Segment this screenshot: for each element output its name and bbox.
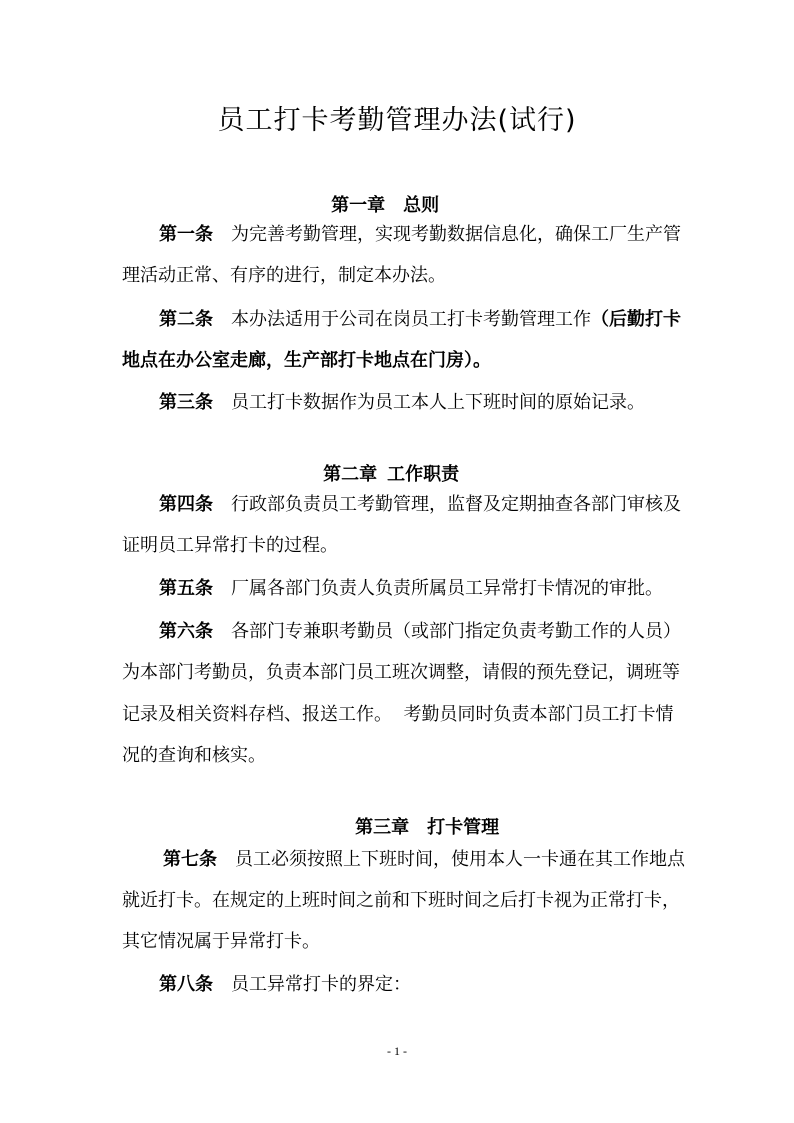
article-4-label: 第四条 bbox=[159, 494, 213, 515]
article-2-text-1: 本办法适用于公司在岗员工打卡考勤管理工作 bbox=[231, 309, 591, 330]
article-1-text-1: 为完善考勤管理，实现考勤数据信息化，确保工厂生产管 bbox=[231, 224, 681, 245]
article-6-line-2: 为本部门考勤员，负责本部门员工班次调整，请假的预先登记，调班等 bbox=[122, 662, 680, 683]
article-6-line-3: 记录及相关资料存档、报送工作。 考勤员同时负责本部门员工打卡情 bbox=[122, 704, 674, 725]
article-8-text-1: 员工异常打卡的界定： bbox=[231, 974, 411, 995]
article-2-text-1-bold: （后勤打卡 bbox=[591, 309, 681, 330]
article-7-text-1: 员工必须按照上下班时间，使用本人一卡通在其工作地点 bbox=[235, 849, 685, 870]
chapter-1-name: 总则 bbox=[403, 195, 440, 216]
article-7-label: 第七条 bbox=[163, 849, 217, 870]
article-3-line-1 bbox=[159, 388, 645, 414]
article-8-label: 第八条 bbox=[159, 974, 213, 995]
chapter-3-number: 第三章 bbox=[355, 817, 410, 838]
article-4-line-1 bbox=[159, 490, 681, 516]
article-1-line-2: 理活动正常、有序的进行，制定本办法。 bbox=[122, 265, 446, 286]
article-2-label: 第二条 bbox=[159, 309, 213, 330]
article-7-line-2: 就近打卡。在规定的上班时间之前和下班时间之后打卡视为正常打卡， bbox=[122, 890, 680, 911]
page-number: - 1 - bbox=[387, 1044, 407, 1058]
article-5-text-1: 厂属各部门负责人负责所属员工异常打卡情况的审批。 bbox=[231, 578, 663, 599]
article-5-label: 第五条 bbox=[159, 578, 213, 599]
article-6-label: 第六条 bbox=[159, 621, 213, 642]
article-6-line-1 bbox=[159, 617, 681, 643]
article-6-text-1: 各部门专兼职考勤员（或部门指定负责考勤工作的人员） bbox=[231, 621, 681, 642]
article-1-label: 第一条 bbox=[159, 224, 213, 245]
chapter-2-number: 第二章 bbox=[323, 464, 378, 485]
article-2-line-2: 地点在办公室走廊，生产部打卡地点在门房）。 bbox=[122, 350, 491, 371]
chapter-3-name: 打卡管理 bbox=[427, 817, 500, 838]
chapter-1-number: 第一章 bbox=[331, 195, 386, 216]
article-2-line-1 bbox=[159, 305, 681, 331]
article-1-line-1 bbox=[159, 220, 681, 246]
document-title: 员工打卡考勤管理办法(试行) bbox=[217, 105, 577, 136]
article-7-line-1 bbox=[163, 845, 685, 871]
article-4-text-1: 行政部负责员工考勤管理，监督及定期抽查各部门审核及 bbox=[231, 494, 681, 515]
chapter-2-name: 工作职责 bbox=[387, 464, 460, 485]
article-4-line-2: 证明员工异常打卡的过程。 bbox=[122, 535, 338, 556]
article-3-label: 第三条 bbox=[159, 392, 213, 413]
article-6-line-4: 况的查询和核实。 bbox=[122, 745, 266, 766]
article-5-line-1 bbox=[159, 574, 663, 600]
article-7-line-3: 其它情况属于异常打卡。 bbox=[122, 931, 320, 952]
article-8-line-1 bbox=[159, 970, 411, 996]
article-3-text-1: 员工打卡数据作为员工本人上下班时间的原始记录。 bbox=[231, 392, 645, 413]
